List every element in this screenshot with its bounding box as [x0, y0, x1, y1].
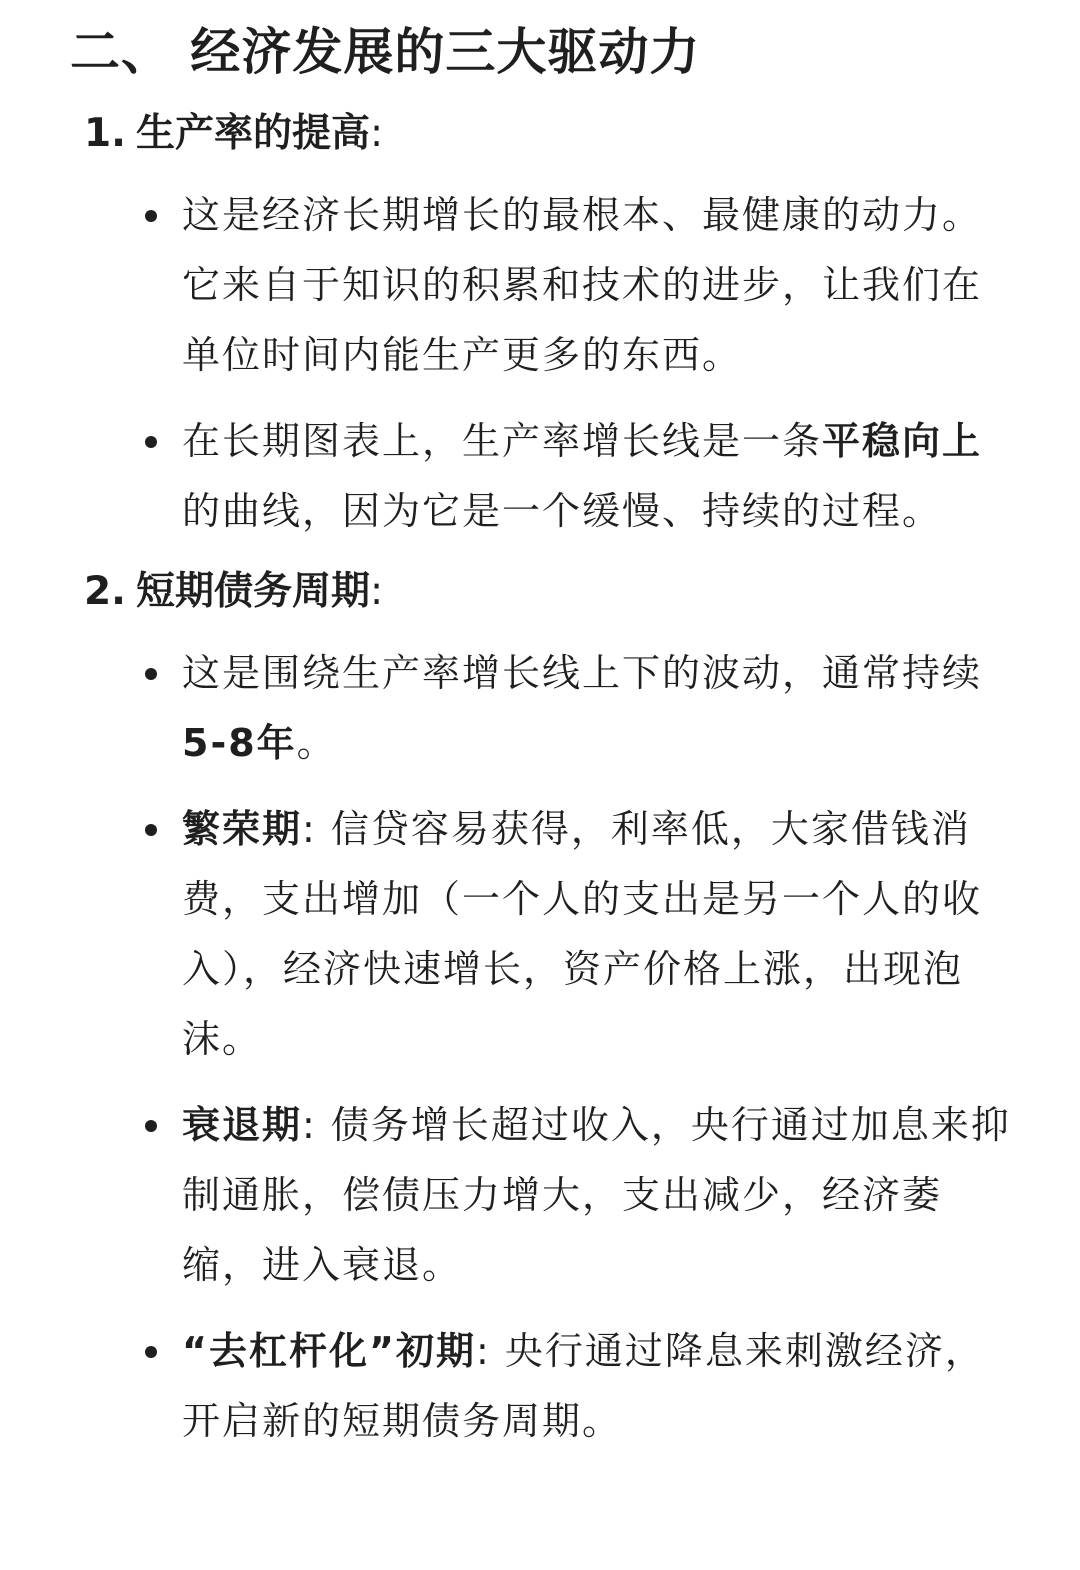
- bullet-bold-text: 繁荣期: [182, 807, 303, 851]
- bullet-text: 。: [296, 721, 337, 765]
- bullet-text: 的曲线，因为它是一个缓慢、持续的过程。: [182, 489, 943, 533]
- bullet-item: [182, 794, 1020, 1074]
- bullet-text: : 债务增长超过收入，央行通过加息来抑制通胀，偿债压力增大，支出减少，经济萎缩，进入衰退。: [182, 1103, 1011, 1287]
- item-title: 短期债务周期: [136, 569, 371, 614]
- numbered-item-short-debt-cycle: [70, 562, 1020, 1456]
- bullet-item: [182, 1316, 1020, 1456]
- bullet-list: [70, 638, 1020, 1456]
- bullet-bold-text: “去杠杆化”初期: [182, 1329, 476, 1373]
- bullet-item: [182, 406, 1020, 546]
- item-colon: :: [370, 569, 384, 614]
- item-colon: :: [370, 111, 384, 156]
- item-title: 生产率的提高: [136, 111, 371, 156]
- bullet-text: : 央行通过降息来刺激经济，开启新的短期债务周期。: [182, 1329, 985, 1443]
- bullet-bold-text: 平稳向上: [822, 419, 983, 463]
- bullet-bold-text: 衰退期: [182, 1103, 303, 1147]
- bullet-text: 在长期图表上，生产率增长线是一条: [182, 419, 823, 463]
- item-number: 2.: [84, 569, 126, 614]
- bullet-text: 这是围绕生产率增长线上下的波动，通常持续: [182, 651, 983, 695]
- bullet-item: [182, 638, 1020, 778]
- bullet-text: 这是经济长期增长的最根本、最健康的动力。它来自于知识的积累和技术的进步，让我们在单位时间内能生产更多的东西。: [182, 193, 983, 377]
- bullet-bold-text: 5-8年: [182, 721, 297, 765]
- bullet-text: : 信贷容易获得，利率低，大家借钱消费，支出增加（一个人的支出是另一个人的收入），经济快速增长，资产价格上涨，出现泡沫。: [182, 807, 983, 1061]
- bullet-item: [182, 180, 1020, 390]
- numbered-item-productivity: [70, 104, 1020, 546]
- numbered-item-heading: [70, 562, 1020, 622]
- item-number: 1.: [84, 111, 126, 156]
- numbered-item-heading: [70, 104, 1020, 164]
- bullet-item: [182, 1090, 1020, 1300]
- section-title: 二、 经济发展的三大驱动力: [70, 23, 701, 81]
- bullet-list: [70, 180, 1020, 546]
